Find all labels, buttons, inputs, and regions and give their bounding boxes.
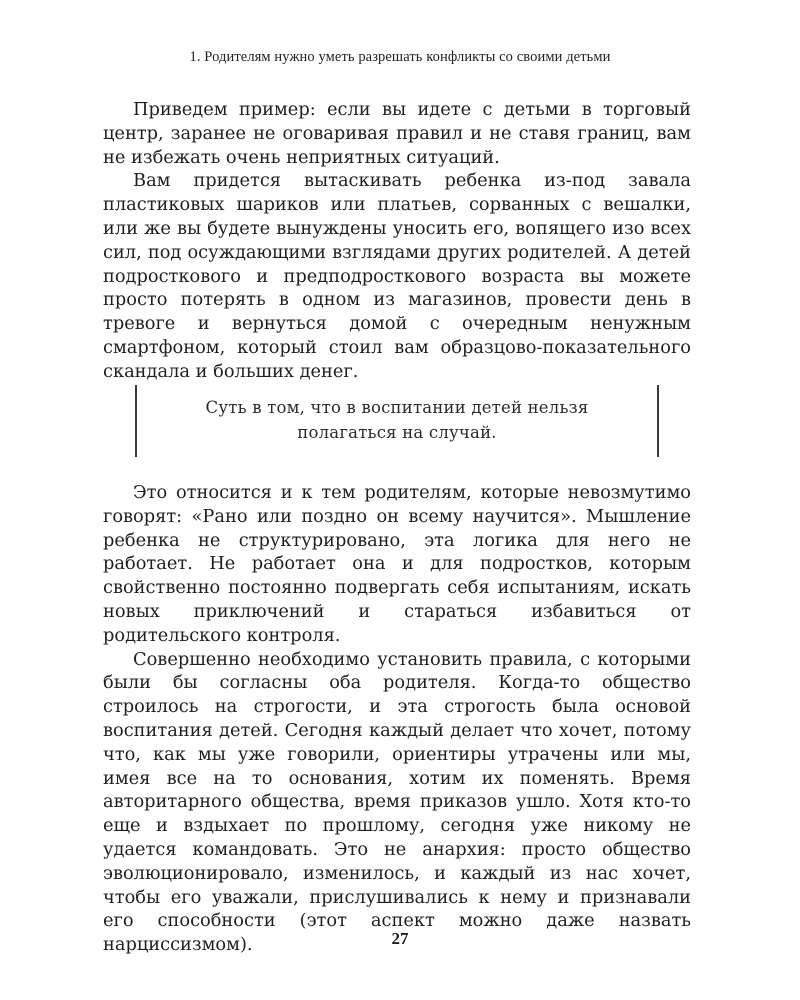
page-number: 27 bbox=[391, 929, 409, 948]
paragraph: Вам придется вытаскивать ребенка из-под завала пластиковых шариков или платьев, сорванных с вешалки, или же вы будете вынуждены уносить его, вопящего изо всех сил, под осуждающими взглядами других родителей. А детей подросткового и предподросткового возраста вы можете просто потерять в одном из магазинов, провести день в тревоге и вернуться домой с очередным ненужным смартфоном, который стоил вам образцово-показательного скандала и больших денег. bbox=[103, 170, 691, 382]
paragraph: Приведем пример: если вы идете с детьми в торговый центр, заранее не оговаривая правил и не ставя границ, вам не избежать очень неприятных ситуаций. bbox=[103, 99, 691, 168]
body-text-top bbox=[103, 98, 691, 384]
pull-quote-right-rule bbox=[657, 385, 659, 457]
paragraph: Совершенно необходимо установить правила, с которыми были бы согласны оба родителя. Когда-то общество строилось на строгости, и эта строгость была основой воспитания детей. Сегодня каждый делает что хочет, потому что, как мы уже говорили, ориентиры утрачены или мы, имея все на то основания, хотим их поменять. Время авторитарного общества, время приказов ушло. Хотя кто-то еще и вздыхает по прошлому, сегодня уже никому не удается командовать. Это не анархия: просто общество эволюционировало, изменилось, и каждый из нас хочет, чтобы его уважали, прислушивались к нему и признавали его способности (этот аспект можно даже назвать нарциссизмом). bbox=[103, 648, 691, 956]
pull-quote bbox=[135, 385, 659, 457]
pull-quote-left-rule bbox=[135, 385, 137, 457]
body-text-bottom bbox=[103, 481, 691, 957]
paragraph: Это относится и к тем родителям, которые невозмутимо говорят: «Рано или поздно он всему научится». Мышление ребенка не структурировано, эта логика для него не работает. Не работает она и для подростков, которым свойственно постоянно подвергать себя испытаниям, искать новых приключений и стараться избавиться от родительского контроля. bbox=[103, 482, 691, 646]
pull-quote-text: Суть в том, что в воспитании детей нельзя полагаться на случай. bbox=[205, 398, 589, 442]
running-head: 1. Родителям нужно уметь разрешать конфликты со своими детьми bbox=[189, 49, 611, 65]
